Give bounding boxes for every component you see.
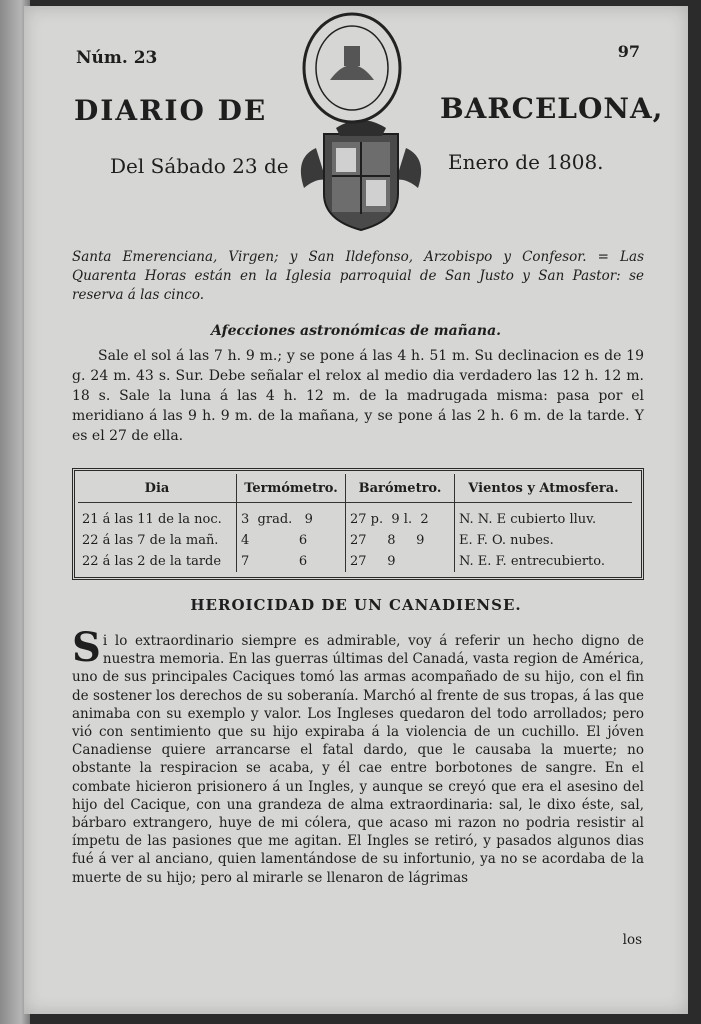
cell-thermometer: 4 6 (237, 530, 346, 551)
col-header-day: Dia (78, 474, 237, 503)
saints-of-the-day: Santa Emerenciana, Virgen; y San Ildefonso, Arzobispo y Confesor. = Las Quarenta Horas están en la Iglesia parroquial de San Justo y San Pastor: se reserva á las cinco. (72, 249, 644, 303)
astronomy-heading: Afecciones astronómicas de mañana. (210, 323, 502, 339)
cell-barometer: 27 8 9 (346, 530, 455, 551)
cell-barometer: 27 p. 9 l. 2 (346, 503, 455, 531)
table-row (78, 530, 632, 551)
col-header-barometer: Barómetro. (346, 474, 455, 503)
cell-winds: E. F. O. nubes. (459, 533, 554, 548)
newspaper-page (24, 6, 688, 1014)
catchword: los (622, 932, 642, 948)
story-body (72, 624, 644, 887)
cell-winds: N. N. E cubierto lluv. (459, 512, 597, 527)
table-row (78, 551, 632, 572)
library-stamp (300, 10, 404, 126)
col-header-winds: Vientos y Atmosfera. (455, 474, 633, 503)
cell-day: 22 á las 7 de la mañ. (78, 530, 237, 551)
cell-thermometer: 3 grad. 9 (237, 503, 346, 531)
col-header-thermometer: Termómetro. (237, 474, 346, 503)
masthead-title-right: BARCELONA, (440, 92, 664, 125)
page-number: 97 (617, 42, 640, 61)
cell-day: 21 á las 11 de la noc. (78, 503, 237, 531)
issue-number: Núm. 23 (76, 48, 158, 68)
table-row (78, 503, 632, 531)
masthead-title-left: DIARIO DE (74, 94, 268, 127)
astronomy-paragraph: Sale el sol á las 7 h. 9 m.; y se pone á las 4 h. 51 m. Su declinacion es de 19 g. 24 m. 43 s. Sur. Debe señalar el relox al medio dia verdadero las 12 h. 12 m. 18 s. Sale la luna á las 4 h. 12 m. de la madrugada misma: pasa por el meridiano á las 9 h. 9 m. de la mañana, y se pone á las 2 h. 6 m. de la tarde. Y es el 27 de ella. (72, 348, 644, 444)
cell-day: 22 á las 2 de la tarde (78, 551, 237, 572)
cell-winds: N. E. F. entrecubierto. (459, 554, 606, 569)
date-line-left: Del Sábado 23 de (110, 154, 289, 178)
date-line-right: Enero de 1808. (448, 150, 604, 174)
drop-cap: S (72, 624, 101, 671)
weather-table (78, 474, 632, 572)
cell-barometer: 27 9 (346, 551, 455, 572)
story-title: HEROICIDAD DE UN CANADIENSE. (190, 596, 522, 614)
weather-table-frame (72, 468, 644, 580)
cell-thermometer: 7 6 (237, 551, 346, 572)
story-text: i lo extraordinario siempre es admirable, voy á referir un hecho digno de nuestra memoria. En las guerras últimas del Canadá, vasta region de América, uno de sus principales Caciques tomó las armas acompañado de su hijo, con el fin de sostener los derechos de su soberanía. Marchó al frente de sus tropas, á las que animaba con su exemplo y valor. Los Ingleses quedaron del todo arrollados; pero vió con sentimiento que su hijo expiraba á la violencia de un cuchillo. El jóven Canadiense quiere arrancarse el fatal dardo, que le causaba la muerte; no obstante la respiracion se acaba, y él cae entre borbotones de sangre. En el combate hicieron prisionero á un Ingles, y aunque se creyó que era el asesino del hijo del Cacique, con una grandeza de alma extraordinaria: sal, le dixo éste, sal, bárbaro extrangero, huye de mi cólera, que acaso mi razon no podria resistir al ímpetu de las pasiones que me agitan. El Ingles se retiró, y pasados algunos dias fué á ver al anciano, quien lamentándose de su infortunio, ya no se acordaba de la muerte de su hijo; pero al mirarle se llenaron de lágrimas (72, 633, 644, 886)
